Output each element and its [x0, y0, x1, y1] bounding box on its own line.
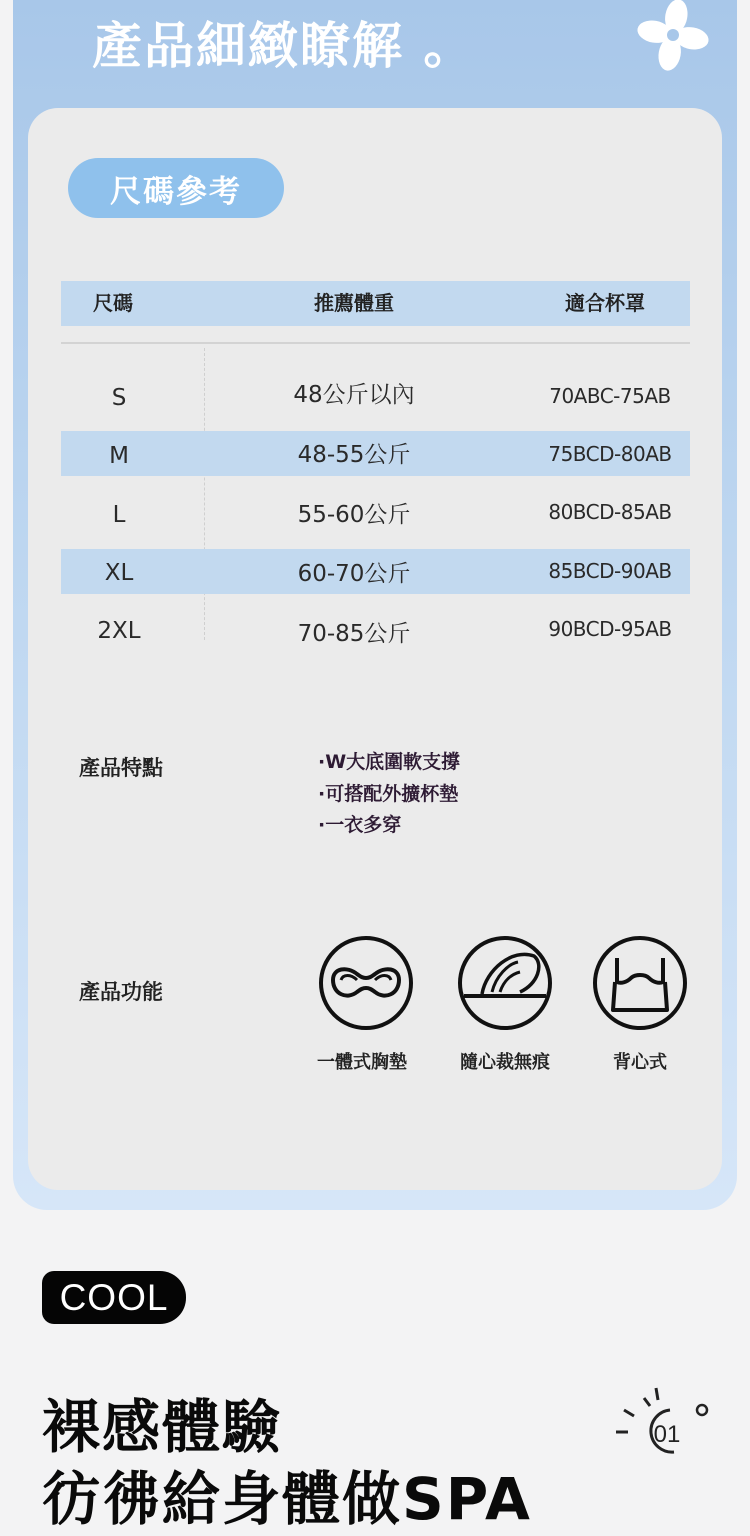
sun-number-icon: [612, 1380, 712, 1464]
feature-item: ·W大底圍軟支撐: [318, 751, 461, 773]
size-cell: XL: [104, 560, 134, 586]
size-cell: 2XL: [97, 618, 141, 644]
features-label: 產品特點: [79, 756, 163, 780]
weight-cell: 48-55公斤: [297, 442, 411, 468]
cup-cell: 80BCD-85AB: [548, 500, 672, 524]
weight-cell: 55-60公斤: [297, 502, 411, 528]
function-label: 背心式: [613, 1052, 667, 1073]
molded-cup-icon: [317, 934, 415, 1032]
header-weight: 推薦體重: [314, 291, 394, 315]
header-size: 尺碼: [93, 291, 133, 315]
feature-item: ·可搭配外擴杯墊: [318, 783, 459, 805]
weight-cell: 60-70公斤: [297, 561, 411, 587]
size-cell: S: [111, 385, 127, 411]
size-cell: L: [112, 502, 126, 528]
cup-cell: 85BCD-90AB: [548, 559, 672, 583]
headline-line-1: 裸感體驗: [42, 1393, 283, 1461]
feature-item: ·一衣多穿: [318, 814, 402, 836]
header-cup: 適合杯罩: [565, 291, 645, 315]
weight-cell: 70-85公斤: [297, 621, 411, 647]
function-label: 一體式胸墊: [317, 1052, 407, 1073]
headline-line-2: 彷彿給身體做SPA: [42, 1465, 532, 1533]
fan-icon: [634, 0, 712, 74]
cup-cell: 90BCD-95AB: [548, 617, 672, 641]
functions-label: 產品功能: [79, 980, 163, 1004]
vest-icon: [591, 934, 689, 1032]
function-label: 隨心裁無痕: [460, 1052, 550, 1073]
size-reference-pill: 尺碼參考: [68, 158, 284, 218]
table-divider: [61, 342, 690, 344]
page-title: 產品細緻瞭解 。: [92, 17, 476, 75]
cup-cell: 70ABC-75AB: [549, 384, 671, 408]
size-cell: M: [109, 443, 129, 469]
cup-cell: 75BCD-80AB: [548, 442, 672, 466]
column-divider: [204, 348, 205, 640]
cut-fabric-icon: [456, 934, 554, 1032]
cool-badge: COOL: [42, 1271, 186, 1324]
table-header: [61, 281, 690, 326]
weight-cell: 48公斤以內: [293, 382, 415, 408]
headline-number: 01: [653, 1421, 681, 1448]
